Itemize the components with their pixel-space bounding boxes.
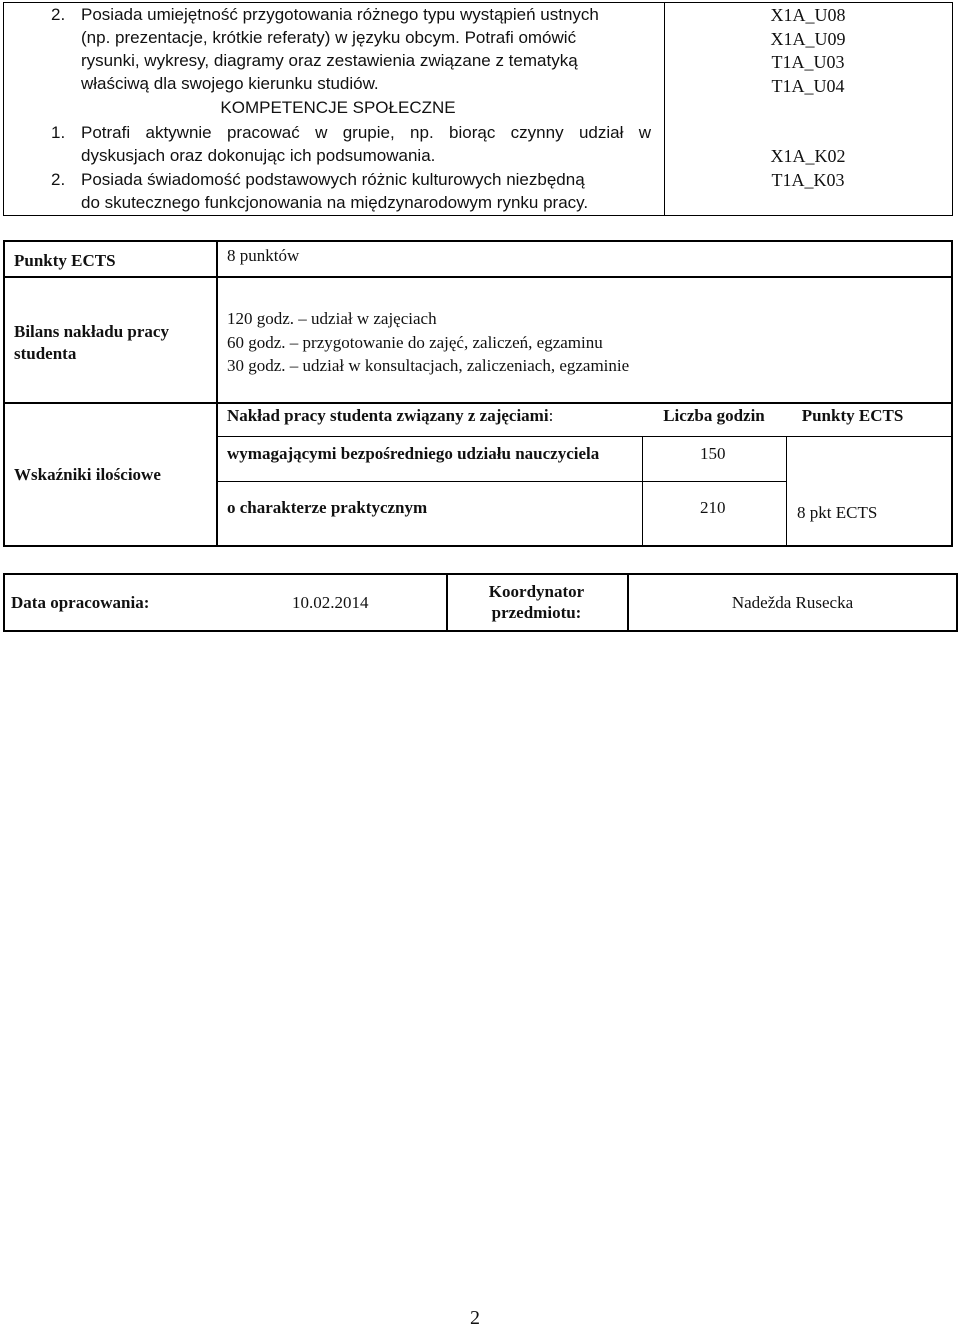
skills-item2-line1: Posiada umiejętność przygotowania różnego typu wystąpień ustnych: [81, 5, 599, 24]
indicators-row-rule: [216, 481, 786, 482]
workload-label-line1: Bilans nakładu pracy: [14, 322, 169, 341]
skills-codes: [664, 4, 952, 98]
indicators-divider: [216, 402, 218, 547]
workload-item-desc: udział w zajęciach: [311, 309, 437, 328]
dash: –: [298, 309, 307, 328]
code: X1A_K02: [770, 146, 846, 166]
code: T1A_K03: [771, 169, 845, 190]
code: X1A_U09: [770, 28, 846, 49]
social-item2-line2: do skutecznego funkcjonowania na międzynarodowym rynku pracy.: [81, 193, 589, 212]
ects-divider: [216, 240, 218, 278]
workload-item: [227, 354, 629, 378]
workload-item: [227, 331, 629, 355]
dash: –: [289, 332, 299, 352]
workload-divider: [216, 278, 218, 404]
workload-item-desc: przygotowanie do zajęć, zaliczeń, egzaminu: [302, 332, 603, 352]
dash: –: [289, 356, 299, 375]
social-codes: [664, 145, 952, 192]
indicators-label: Wskaźniki ilościowe: [14, 465, 161, 484]
ects-label: Punkty ECTS: [14, 251, 116, 270]
code: X1A_U08: [770, 5, 846, 25]
code: T1A_U04: [771, 75, 845, 96]
coordinator-label: [446, 581, 627, 623]
social-item1-num: 1.: [51, 123, 66, 142]
workload-item: [227, 307, 629, 331]
social-item2-line1: Posiada świadomość podstawowych różnic kulturowych niezbędną: [81, 170, 585, 189]
indicators-col-divider-2: [786, 436, 787, 547]
indicator-row-label: wymagającymi bezpośredniego udziału nauczyciela: [227, 444, 600, 463]
col-ects-header: Punkty ECTS: [801, 406, 904, 425]
date-value: 10.02.2014: [292, 593, 369, 612]
indicators-col-divider-1: [642, 436, 643, 547]
ects-row: [3, 240, 953, 278]
ects-value: 8 punktów: [227, 246, 300, 265]
page-number: 2: [470, 1307, 480, 1329]
workload-item-hours: 120 godz.: [227, 309, 295, 328]
indicators-header-text: Nakład pracy studenta związany z zajęciami: [227, 406, 549, 425]
date-label: Data opracowania:: [11, 593, 150, 612]
indicators-header-rule: [216, 436, 952, 437]
coordinator-label-line2: przedmiotu:: [491, 603, 582, 622]
indicator-row-hours: 210: [700, 498, 726, 517]
workload-items: [227, 307, 629, 378]
indicator-row-label: o charakterze praktycznym: [227, 498, 428, 517]
col-hours-header: Liczba godzin: [663, 406, 765, 425]
skills-item2-line2: (np. prezentacje, krótkie referaty) w języku obcym. Potrafi omówić: [81, 28, 577, 47]
social-item1-line2: dyskusjach oraz dokonując ich podsumowania.: [81, 146, 436, 165]
social-item2-num: 2.: [51, 170, 66, 189]
coordinator-label-line1: Koordynator: [488, 582, 585, 601]
indicators-header-colon: :: [548, 406, 554, 425]
workload-item-desc: udział w konsultacjach, zaliczeniach, egzaminie: [302, 356, 630, 375]
workload-label: [14, 321, 169, 365]
skills-item2-line4: właściwą dla swojego kierunku studiów.: [81, 74, 379, 93]
indicators-header: [227, 405, 553, 427]
skills-item2-num: 2.: [51, 5, 66, 24]
social-item1-line1: Potrafi aktywnie pracować w grupie, np. biorąc czynny udział w: [81, 123, 651, 142]
workload-item-hours: 60 godz.: [227, 332, 286, 352]
workload-item-hours: 30 godz.: [227, 356, 286, 375]
social-competences-heading: KOMPETENCJE SPOŁECZNE: [220, 98, 456, 117]
coordinator-name: Nadežda Rusecka: [731, 593, 854, 612]
skills-item2-line3: rysunki, wykresy, diagramy oraz zestawienia związane z tematyką: [81, 51, 578, 70]
indicator-row-ects: 8 pkt ECTS: [797, 503, 878, 522]
indicator-row-hours: 150: [700, 444, 726, 463]
workload-label-line2: studenta: [14, 344, 77, 363]
code: T1A_U03: [771, 52, 845, 72]
